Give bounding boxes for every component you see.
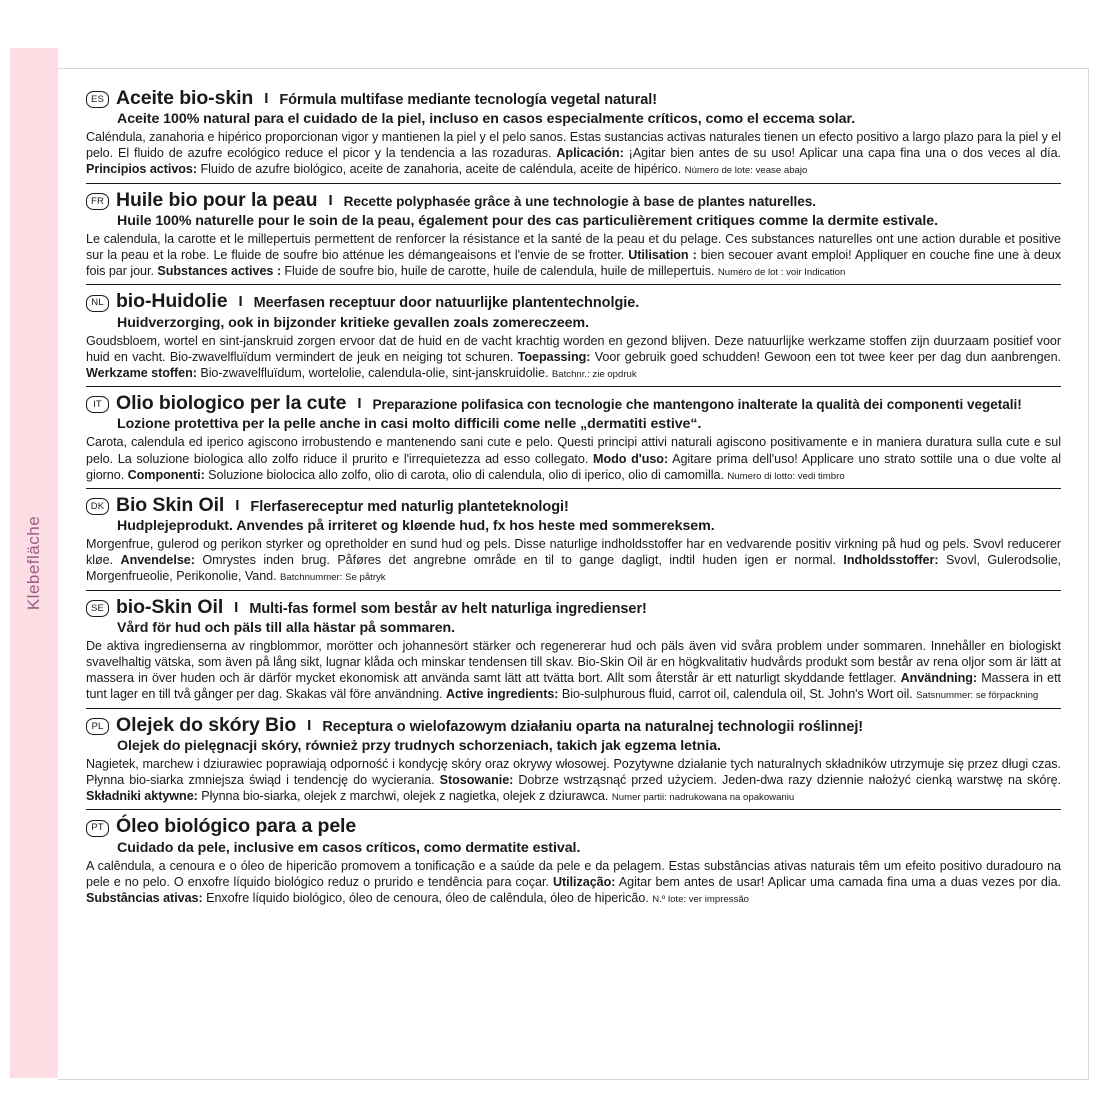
usage-heading: Utilisation : (628, 248, 697, 263)
batch-note: Batchnr.: zie opdruk (551, 368, 637, 380)
desc-part-2: Dobrze wstrząsnąć przed użyciem. Jeden-dwa razy dziennie nałożyć cienką warstwę na skórę. (513, 772, 1061, 787)
product-name: Bio Skin Oil (116, 493, 225, 516)
desc-part-2: Agitare prima dell'uso! Applicare uno strato sottile una o due volte al giorno. (86, 451, 1061, 482)
desc-part-3: Enxofre líquido biológico, óleo de cenoura, óleo de calêndula, óleo de hipericão. (202, 890, 653, 905)
product-subline: Aceite 100% natural para el cuidado de la piel, incluso en casos especialmente críticos, como el eccema solar. (117, 111, 856, 128)
product-description (86, 129, 1061, 177)
title-row (86, 189, 1061, 212)
product-subline: Huile 100% naturelle pour le soin de la peau, également pour des cas particulièrement critiques comme la dermite estivale. (117, 212, 939, 229)
ingredients-heading: Werkzame stoffen: (86, 365, 197, 380)
product-description (86, 858, 1061, 906)
batch-note: Batchnummer: Se påtryk (280, 572, 386, 584)
batch-note: Número de lote: vease abajo (684, 165, 808, 177)
batch-note: Numero di lotto: vedi timbro (727, 470, 845, 482)
separator-mark: I (328, 191, 333, 209)
product-description (86, 434, 1061, 482)
title-row (86, 494, 1061, 517)
title-row (86, 714, 1061, 737)
separator-mark: I (234, 598, 239, 616)
product-description (86, 756, 1061, 804)
ingredients-heading: Componenti: (127, 467, 205, 482)
country-code-badge: SE (86, 600, 109, 617)
separator-mark: I (235, 496, 240, 514)
separator-mark: I (357, 395, 362, 413)
usage-heading: Modo d'uso: (593, 451, 669, 466)
desc-part-1: A calêndula, a cenoura e o óleo de hipericão promovem a tonificação e a saúde da pele e da pelagem. Estas substâncias ativas naturais têm um efeito positivo duradouro na pele e no pelo. O enxofre líquido biológico reduz o prurido e tendência para coçar. (86, 858, 1061, 889)
product-name: Óleo biológico para a pele (116, 815, 357, 838)
product-claim: Fórmula multifase mediante tecnología vegetal natural! (279, 92, 657, 108)
language-blocks (86, 87, 1061, 916)
ingredients-heading: Indholdsstoffer: (843, 553, 939, 568)
country-code-badge: ES (86, 91, 109, 108)
title-row (86, 596, 1061, 619)
country-code-badge: PL (86, 718, 109, 735)
desc-part-2: Agitar bem antes de usar! Aplicar uma camada fina uma a duas vezes por dia. (615, 874, 1061, 889)
country-code-badge: IT (86, 396, 109, 413)
language-block-se (86, 596, 1061, 709)
product-claim: Preparazione polifasica con tecnologie che mantengono inalterate la qualità dei componenti vegetali! (372, 397, 1022, 413)
ingredients-heading: Składniki aktywne: (86, 788, 198, 803)
product-name: bio-Skin Oil (116, 595, 224, 618)
desc-part-3: Płynna bio-siarka, olejek z marchwi, olejek z nagietka, olejek z dziurawca. (197, 788, 612, 803)
country-code-badge: FR (86, 193, 109, 210)
batch-note: Satsnummer: se förpackning (916, 690, 1039, 702)
product-claim: Recette polyphasée grâce à une technologie à base de plantes naturelles. (343, 193, 817, 209)
language-block-fr (86, 189, 1061, 286)
product-subline: Olejek do pielęgnacji skóry, również przy trudnych schorzeniach, takich jak egzema letnia. (117, 737, 721, 754)
adhesive-strip (10, 48, 58, 1078)
product-subline: Cuidado da pele, inclusive em casos críticos, como dermatite estival. (117, 839, 581, 856)
country-code-badge: PT (86, 820, 109, 837)
ingredients-heading: Substances actives : (157, 264, 281, 279)
separator-mark: I (307, 716, 312, 734)
product-claim: Flerfasereceptur med naturlig planteteknologi! (250, 498, 569, 515)
language-block-dk (86, 494, 1061, 591)
desc-part-1: Morgenfrue, gulerod og perikon styrker og opretholder en sund hud og pels. Disse naturlige indholdsstoffer har en vedvarende positiv virkning på hud og pels. Svovl reducerer kløe. (86, 537, 1061, 568)
product-claim: Receptura o wielofazowym działaniu oparta na naturalnej technologii roślinnej! (322, 718, 864, 735)
label-sheet (58, 68, 1089, 1080)
ingredients-heading: Principios activos: (86, 162, 198, 177)
usage-heading: Anvendelse: (120, 553, 195, 568)
usage-heading: Stosowanie: (439, 772, 514, 787)
desc-part-3: Bio-sulphurous fluid, carrot oil, calendula oil, St. John's Wort oil. (558, 687, 917, 702)
product-description (86, 333, 1061, 381)
product-claim: Multi-fas formel som består av helt naturliga ingredienser! (249, 600, 647, 617)
desc-part-1: Caléndula, zanahoria e hipérico proporcionan vigor y mantienen la piel y el pelo sanos. Estas sustancias activas naturales tienen un efecto positivo a largo plazo para la piel y el pelo. El fluido de azufre ecológico reduce el picor y la tendencia a las rozaduras. (86, 130, 1061, 161)
product-description (86, 536, 1061, 584)
separator-mark: I (264, 90, 269, 107)
language-block-es (86, 87, 1061, 184)
separator-mark: I (238, 293, 243, 311)
product-subline: Huidverzorging, ook in bijzonder kritieke gevallen zoals zomereczeem. (117, 314, 589, 331)
desc-part-3: Fluido de azufre biológico, aceite de zanahoria, aceite de caléndula, aceite de hipérico. (197, 162, 685, 177)
product-name: Huile bio pour la peau (116, 188, 318, 211)
title-row (86, 815, 1061, 838)
desc-part-1: Carota, calendula ed iperico agiscono irrobustendo e mantenendo sani cute e pelo. Questi principi attivi naturali agiscono positivamente e in maniera duratura sulla cute e sul pelo. La soluzione biologica allo zolfo riduce il prurito e l'irrequietezza ad esso collegato. (86, 435, 1061, 466)
desc-part-3: Bio-zwavelfluïdum, wortelolie, calendula-olie, sint-janskruidolie. (196, 365, 552, 380)
product-subline: Lozione protettiva per la pelle anche in casi molto difficili come nelle „dermatiti estive“. (117, 416, 702, 433)
desc-part-2: ¡Agitar bien antes de su uso! Aplicar una capa fina una o dos veces al día. (623, 146, 1062, 161)
title-row (86, 392, 1061, 415)
language-block-nl (86, 290, 1061, 387)
product-claim: Meerfasen receptuur door natuurlijke plantentechnolgie. (253, 295, 640, 312)
batch-note: Numéro de lot : voir Indication (717, 267, 846, 279)
country-code-badge: NL (86, 295, 109, 312)
product-subline: Vård för hud och päls till alla hästar på sommaren. (117, 619, 456, 636)
adhesive-strip-text: Klebefläche (24, 515, 43, 611)
desc-part-1: Goudsbloem, wortel en sint-janskruid zorgen ervoor dat de huid en de vacht krachtig worden en gezond blijven. Deze natuurlijke werkzame stoffen zijn duurzaam positief voor huid en vacht. Bio-zwavelfluïdum vermindert de jeuk en neiging tot schuren. (86, 333, 1061, 364)
product-name: Aceite bio-skin (116, 87, 254, 109)
title-row (86, 87, 1061, 110)
product-subline: Hudplejeprodukt. Anvendes på irriteret og kløende hud, fx hos heste med sommereksem. (117, 518, 715, 535)
desc-part-1: Le calendula, la carotte et le millepertuis permettent de renforcer la résistance et la santé de la peau et du pelage. Ces substances naturelles ont une action durable et positive sur la peau et la robe. Le fluide de soufre bio atténue les démangeaisons et l'envie de se frotter. (86, 231, 1061, 263)
batch-note: N.º lote: ver impressão (652, 893, 750, 905)
product-description (86, 638, 1061, 703)
usage-heading: Aplicación: (556, 146, 624, 161)
country-code-badge: DK (86, 498, 109, 515)
usage-heading: Användning: (900, 671, 978, 686)
product-description (86, 231, 1061, 279)
product-name: bio-Huidolie (116, 290, 228, 313)
title-row (86, 290, 1061, 313)
desc-part-2: Massera in ett tunt lager en till två gånger per dag. Skakas väl före användning. (86, 671, 1061, 702)
product-name: Olejek do skóry Bio (116, 713, 297, 736)
product-name: Olio biologico per la cute (116, 392, 347, 415)
language-block-it (86, 392, 1061, 489)
ingredients-heading: Substâncias ativas: (86, 890, 203, 905)
adhesive-strip-label (10, 48, 58, 1078)
desc-part-1: Nagietek, marchew i dziurawiec poprawiają odporność i kondycję skóry oraz okrywy włosowej. Pozytywne działanie tych naturalnych składników utrzymuje się przez długi czas. Płynna bio-siarka zmniejsza świąd i tendencję do wycierania. (86, 756, 1061, 787)
desc-part-2: bien secouer avant emploi! Appliquer en couche fine une à deux fois par jour. (86, 248, 1062, 279)
ingredients-heading: Active ingredients: (446, 687, 559, 702)
desc-part-3: Svovl, Gulerodsolie, Morgenfrueolie, Perikonolie, Vand. (86, 553, 1061, 584)
desc-part-2: Omrystes inden brug. Påføres det angrebne område en til to gange dagligt, indtil huden igen er normal. (194, 553, 844, 568)
usage-heading: Toepassing: (517, 349, 591, 364)
desc-part-2: Voor gebruik goed schudden! Gewoon een tot twee keer per dag dun aanbrengen. (590, 349, 1061, 364)
usage-heading: Utilização: (552, 874, 616, 889)
desc-part-3: Soluzione biolocica allo zolfo, olio di carota, olio di calendula, olio di iperico, olio di camomilla. (204, 467, 728, 482)
desc-part-1: De aktiva ingredienserna av ringblommor, morötter och johannesört stärker och regenererar hud och päls även vid svåra problem under sommaren. Innehåller en biologiskt svavelhaltig vätska, som även på lång sikt, lugnar klåda och minskar tendensen till skav. Bio-Skin Oil är en högkvalitativ hudvårds produkt som består av rena oljor som är lätt at massera in över huden och är därför mycket ekonomisk att använda samt lätt att tvätta bort. Allt som återstår är ett naturligt skyddande fettlager. (86, 638, 1061, 686)
desc-part-3: Fluide de soufre bio, huile de carotte, huile de calendula, huile de millepertuis. (280, 264, 718, 279)
language-block-pl (86, 714, 1061, 811)
batch-note: Numer partii: nadrukowana na opakowaniu (611, 791, 795, 803)
language-block-pt (86, 815, 1061, 911)
